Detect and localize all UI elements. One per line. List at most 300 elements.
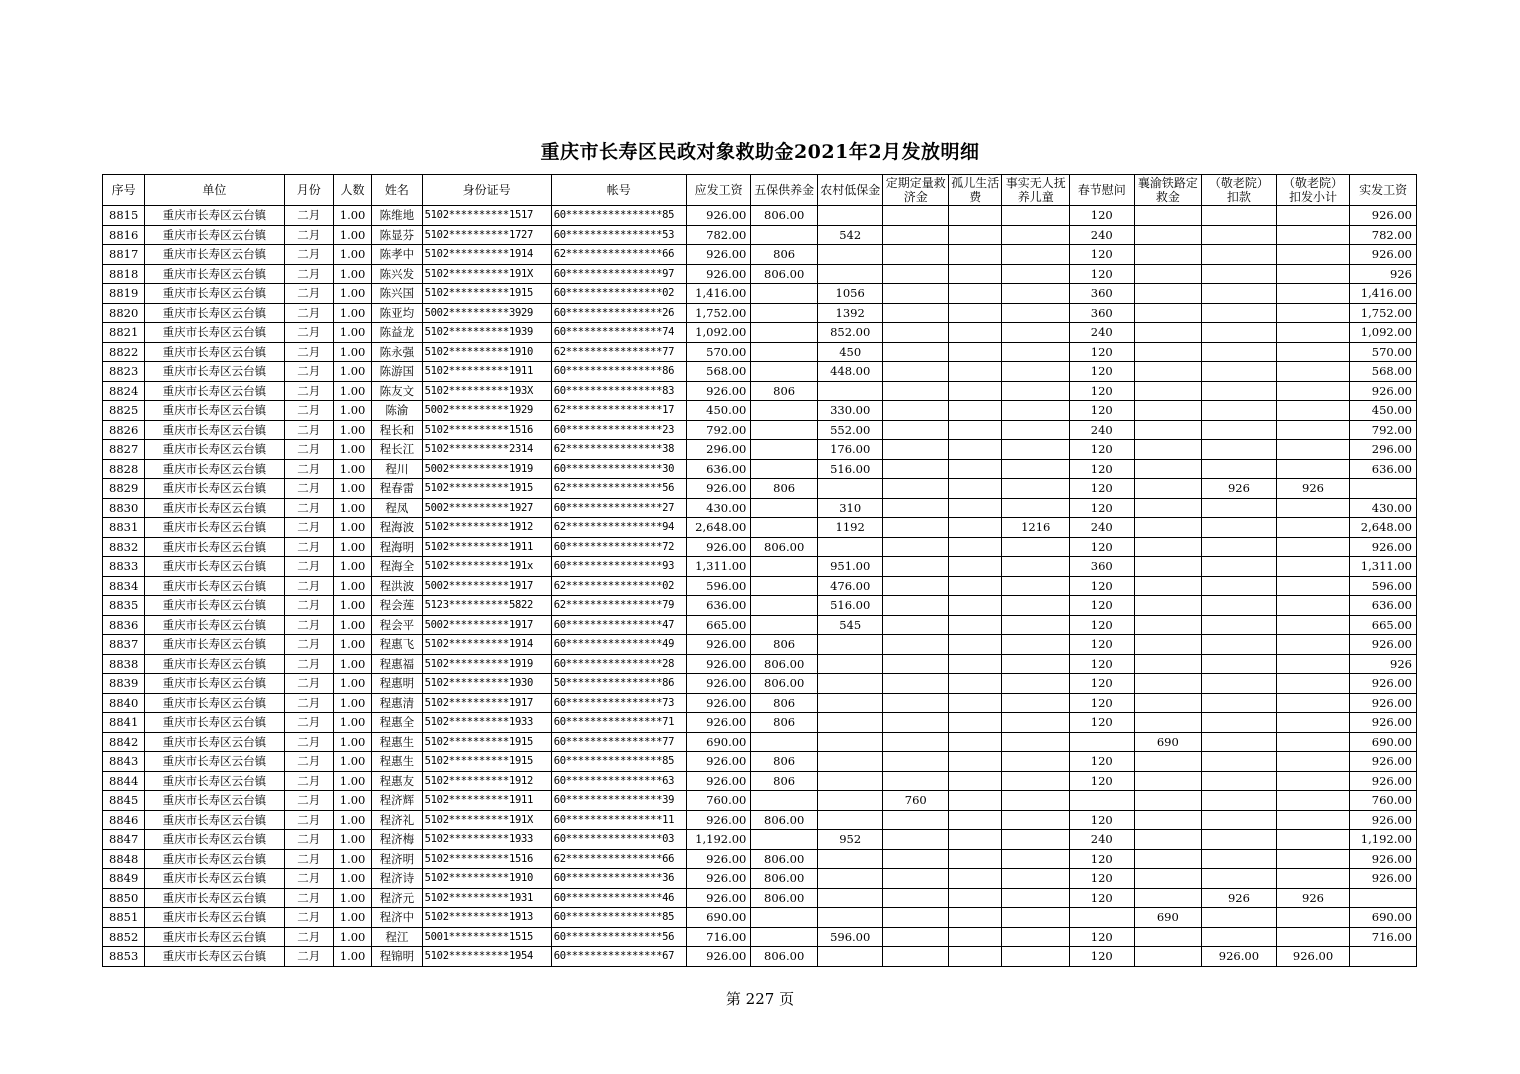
- table-cell: 60****************93: [551, 557, 686, 577]
- table-cell: 1.00: [333, 674, 371, 694]
- table-cell: 重庆市长寿区云台镇: [145, 674, 284, 694]
- table-cell: 60****************53: [551, 225, 686, 245]
- table-cell: 926.00: [686, 381, 751, 401]
- table-cell: 5102**********1517: [422, 206, 551, 226]
- table-cell: 8833: [103, 557, 145, 577]
- table-cell: [1002, 264, 1070, 284]
- table-cell: 8831: [103, 518, 145, 538]
- table-cell: 50****************86: [551, 674, 686, 694]
- table-cell: 806.00: [751, 264, 818, 284]
- table-cell: 926: [1350, 654, 1417, 674]
- table-cell: 570.00: [686, 342, 751, 362]
- column-header: 实发工资: [1350, 175, 1417, 206]
- table-cell: 8815: [103, 206, 145, 226]
- table-cell: 8819: [103, 284, 145, 304]
- table-cell: [1002, 596, 1070, 616]
- table-cell: 926.00: [686, 713, 751, 733]
- table-cell: 陈益龙: [372, 323, 422, 343]
- table-cell: 1.00: [333, 537, 371, 557]
- table-row: [103, 264, 1417, 284]
- table-cell: [817, 888, 883, 908]
- table-cell: 5002**********3929: [422, 303, 551, 323]
- table-cell: 二月: [284, 927, 333, 947]
- table-cell: 程惠明: [372, 674, 422, 694]
- table-cell: 重庆市长寿区云台镇: [145, 303, 284, 323]
- table-cell: 5102**********191x: [422, 557, 551, 577]
- table-cell: 1,311.00: [686, 557, 751, 577]
- table-cell: 240: [1070, 420, 1135, 440]
- table-cell: [1202, 284, 1277, 304]
- table-cell: [1002, 362, 1070, 382]
- table-cell: 120: [1070, 381, 1135, 401]
- table-cell: [1134, 264, 1202, 284]
- table-cell: 926.00: [1350, 752, 1417, 772]
- table-cell: 360: [1070, 284, 1135, 304]
- table-cell: 542: [817, 225, 883, 245]
- table-cell: 1,092.00: [1350, 323, 1417, 343]
- table-row: [103, 830, 1417, 850]
- table-cell: [1134, 713, 1202, 733]
- table-cell: [817, 947, 883, 967]
- table-cell: 8837: [103, 635, 145, 655]
- table-cell: [1202, 381, 1277, 401]
- table-cell: 重庆市长寿区云台镇: [145, 654, 284, 674]
- table-cell: 二月: [284, 576, 333, 596]
- table-cell: 5102**********1915: [422, 732, 551, 752]
- column-header: 襄渝铁路定救金: [1134, 175, 1202, 206]
- table-cell: [751, 615, 818, 635]
- table-row: [103, 908, 1417, 928]
- table-cell: 926.00: [686, 771, 751, 791]
- table-cell: 60****************67: [551, 947, 686, 967]
- table-cell: 8834: [103, 576, 145, 596]
- table-cell: 陈孝中: [372, 245, 422, 265]
- table-cell: 程济梅: [372, 830, 422, 850]
- table-cell: [883, 381, 949, 401]
- table-cell: 430.00: [686, 498, 751, 518]
- table-cell: 120: [1070, 654, 1135, 674]
- table-cell: [1276, 596, 1350, 616]
- table-cell: [1276, 830, 1350, 850]
- table-cell: 120: [1070, 888, 1135, 908]
- table-cell: 926.00: [1350, 537, 1417, 557]
- table-cell: 5102**********1915: [422, 752, 551, 772]
- table-cell: [1202, 459, 1277, 479]
- table-row: [103, 635, 1417, 655]
- table-cell: 806: [751, 771, 818, 791]
- table-cell: 926.00: [1350, 693, 1417, 713]
- table-cell: 806.00: [751, 810, 818, 830]
- table-cell: [949, 440, 1002, 460]
- table-cell: 8846: [103, 810, 145, 830]
- table-cell: [817, 732, 883, 752]
- table-cell: 8838: [103, 654, 145, 674]
- table-cell: [1134, 830, 1202, 850]
- table-cell: 1.00: [333, 927, 371, 947]
- table-cell: 516.00: [817, 459, 883, 479]
- table-cell: 陈永强: [372, 342, 422, 362]
- table-cell: [1002, 206, 1070, 226]
- table-cell: [1002, 654, 1070, 674]
- table-cell: [1276, 401, 1350, 421]
- table-cell: 60****************46: [551, 888, 686, 908]
- table-cell: 重庆市长寿区云台镇: [145, 732, 284, 752]
- table-cell: 450: [817, 342, 883, 362]
- table-cell: [751, 420, 818, 440]
- table-cell: [1002, 791, 1070, 811]
- table-cell: 二月: [284, 693, 333, 713]
- table-cell: [751, 908, 818, 928]
- table-cell: 792.00: [1350, 420, 1417, 440]
- column-header: 农村低保金: [817, 175, 883, 206]
- table-cell: 1056: [817, 284, 883, 304]
- table-row: [103, 615, 1417, 635]
- table-cell: 1.00: [333, 888, 371, 908]
- table-cell: 1.00: [333, 264, 371, 284]
- table-cell: 240: [1070, 518, 1135, 538]
- table-cell: [1134, 654, 1202, 674]
- table-cell: 60****************74: [551, 323, 686, 343]
- table-cell: [1202, 518, 1277, 538]
- table-cell: 5102**********191X: [422, 810, 551, 830]
- table-cell: 二月: [284, 557, 333, 577]
- table-cell: [949, 498, 1002, 518]
- table-cell: 60****************77: [551, 732, 686, 752]
- table-cell: 8827: [103, 440, 145, 460]
- table-cell: 120: [1070, 927, 1135, 947]
- table-cell: [1002, 245, 1070, 265]
- table-cell: 程海全: [372, 557, 422, 577]
- table-cell: 1.00: [333, 596, 371, 616]
- table-cell: 重庆市长寿区云台镇: [145, 537, 284, 557]
- table-cell: [1070, 908, 1135, 928]
- table-cell: [1134, 245, 1202, 265]
- column-header: 孤儿生活费: [949, 175, 1002, 206]
- table-cell: 程长江: [372, 440, 422, 460]
- table-row: [103, 381, 1417, 401]
- table-cell: [883, 264, 949, 284]
- table-cell: [1202, 635, 1277, 655]
- table-cell: 62****************94: [551, 518, 686, 538]
- table-cell: [1202, 771, 1277, 791]
- table-cell: [949, 206, 1002, 226]
- table-cell: 665.00: [686, 615, 751, 635]
- table-cell: 760.00: [1350, 791, 1417, 811]
- table-cell: 926.00: [686, 537, 751, 557]
- table-cell: [1276, 908, 1350, 928]
- table-cell: [1350, 947, 1417, 967]
- table-cell: 重庆市长寿区云台镇: [145, 479, 284, 499]
- table-cell: 360: [1070, 303, 1135, 323]
- table-cell: 120: [1070, 440, 1135, 460]
- table-cell: [949, 225, 1002, 245]
- table-cell: [817, 713, 883, 733]
- table-cell: [1070, 732, 1135, 752]
- table-cell: 545: [817, 615, 883, 635]
- table-cell: [949, 752, 1002, 772]
- table-cell: [883, 420, 949, 440]
- table-cell: 60****************36: [551, 869, 686, 889]
- table-row: [103, 888, 1417, 908]
- table-cell: 陈亚均: [372, 303, 422, 323]
- table-cell: 二月: [284, 264, 333, 284]
- table-cell: [949, 693, 1002, 713]
- table-cell: 重庆市长寿区云台镇: [145, 869, 284, 889]
- table-cell: 陈友文: [372, 381, 422, 401]
- table-cell: 60****************47: [551, 615, 686, 635]
- table-cell: [1276, 362, 1350, 382]
- table-cell: 120: [1070, 752, 1135, 772]
- table-row: [103, 537, 1417, 557]
- table-cell: 60****************49: [551, 635, 686, 655]
- table-cell: 430.00: [1350, 498, 1417, 518]
- table-cell: 926.00: [686, 674, 751, 694]
- table-row: [103, 947, 1417, 967]
- table-cell: 二月: [284, 947, 333, 967]
- table-cell: 636.00: [686, 596, 751, 616]
- table-cell: [1276, 459, 1350, 479]
- table-cell: [1202, 264, 1277, 284]
- table-cell: 重庆市长寿区云台镇: [145, 206, 284, 226]
- table-cell: [751, 830, 818, 850]
- table-cell: 程海明: [372, 537, 422, 557]
- table-cell: 60****************39: [551, 791, 686, 811]
- table-cell: [1202, 576, 1277, 596]
- table-cell: [1202, 791, 1277, 811]
- table-cell: 1216: [1002, 518, 1070, 538]
- table-cell: 568.00: [686, 362, 751, 382]
- table-row: [103, 498, 1417, 518]
- table-cell: 806: [751, 693, 818, 713]
- table-cell: 程济辉: [372, 791, 422, 811]
- table-cell: [1002, 284, 1070, 304]
- table-cell: 240: [1070, 323, 1135, 343]
- table-cell: [883, 323, 949, 343]
- table-cell: 636.00: [1350, 596, 1417, 616]
- table-cell: 重庆市长寿区云台镇: [145, 401, 284, 421]
- table-cell: 程海波: [372, 518, 422, 538]
- table-cell: [1276, 752, 1350, 772]
- table-cell: [883, 947, 949, 967]
- table-cell: 926.00: [686, 869, 751, 889]
- table-row: [103, 303, 1417, 323]
- table-cell: 8844: [103, 771, 145, 791]
- table-cell: 60****************85: [551, 752, 686, 772]
- table-cell: 8847: [103, 830, 145, 850]
- table-cell: 程春雷: [372, 479, 422, 499]
- column-header: 应发工资: [686, 175, 751, 206]
- table-cell: 二月: [284, 381, 333, 401]
- table-cell: 8836: [103, 615, 145, 635]
- table-cell: 陈渝: [372, 401, 422, 421]
- table-cell: 5102**********1914: [422, 245, 551, 265]
- table-cell: 5102**********1911: [422, 537, 551, 557]
- table-cell: 120: [1070, 498, 1135, 518]
- table-cell: [751, 927, 818, 947]
- table-cell: [1002, 830, 1070, 850]
- table-cell: 重庆市长寿区云台镇: [145, 947, 284, 967]
- table-cell: [1202, 849, 1277, 869]
- table-cell: [883, 557, 949, 577]
- table-cell: [883, 752, 949, 772]
- table-cell: 926.00: [1350, 810, 1417, 830]
- table-cell: [1202, 323, 1277, 343]
- table-cell: [1134, 752, 1202, 772]
- table-cell: [751, 576, 818, 596]
- table-cell: [1134, 693, 1202, 713]
- table-row: [103, 206, 1417, 226]
- table-cell: [751, 362, 818, 382]
- table-cell: [751, 323, 818, 343]
- table-cell: [751, 557, 818, 577]
- table-cell: 5102**********193X: [422, 381, 551, 401]
- table-cell: 5102**********1911: [422, 791, 551, 811]
- table-cell: 60****************02: [551, 284, 686, 304]
- table-cell: 程惠福: [372, 654, 422, 674]
- table-cell: 二月: [284, 459, 333, 479]
- table-cell: 926.00: [686, 947, 751, 967]
- table-cell: 60****************97: [551, 264, 686, 284]
- table-cell: [1002, 693, 1070, 713]
- table-cell: 二月: [284, 674, 333, 694]
- table-cell: [1002, 303, 1070, 323]
- table-cell: 60****************86: [551, 362, 686, 382]
- table-cell: 120: [1070, 635, 1135, 655]
- table-cell: [751, 284, 818, 304]
- table-cell: [1276, 245, 1350, 265]
- column-header: 身份证号: [422, 175, 551, 206]
- table-cell: 570.00: [1350, 342, 1417, 362]
- table-cell: 926.00: [1350, 381, 1417, 401]
- table-cell: 5102**********191X: [422, 264, 551, 284]
- table-cell: [1276, 732, 1350, 752]
- table-cell: [1002, 947, 1070, 967]
- column-header: （敬老院）扣款: [1202, 175, 1277, 206]
- table-cell: [1276, 791, 1350, 811]
- table-cell: 程长和: [372, 420, 422, 440]
- table-cell: [1202, 245, 1277, 265]
- table-cell: [751, 596, 818, 616]
- table-cell: [1002, 810, 1070, 830]
- table-cell: 120: [1070, 771, 1135, 791]
- table-cell: 1.00: [333, 810, 371, 830]
- table-cell: [1002, 713, 1070, 733]
- table-row: [103, 732, 1417, 752]
- table-cell: [751, 459, 818, 479]
- table-cell: 926.00: [1350, 713, 1417, 733]
- table-cell: [883, 810, 949, 830]
- table-cell: 1.00: [333, 440, 371, 460]
- table-row: [103, 654, 1417, 674]
- table-cell: 5102**********1939: [422, 323, 551, 343]
- table-cell: [949, 869, 1002, 889]
- table-cell: 二月: [284, 908, 333, 928]
- table-cell: [949, 537, 1002, 557]
- table-cell: [1002, 498, 1070, 518]
- table-cell: 782.00: [1350, 225, 1417, 245]
- table-cell: 760: [883, 791, 949, 811]
- table-cell: 重庆市长寿区云台镇: [145, 264, 284, 284]
- table-cell: 1.00: [333, 420, 371, 440]
- table-cell: 1,752.00: [1350, 303, 1417, 323]
- table-cell: 二月: [284, 342, 333, 362]
- table-cell: [1202, 615, 1277, 635]
- table-cell: [1134, 303, 1202, 323]
- table-cell: 5102**********1914: [422, 635, 551, 655]
- table-cell: [949, 635, 1002, 655]
- table-cell: [1276, 576, 1350, 596]
- table-cell: 310: [817, 498, 883, 518]
- table-cell: [1002, 420, 1070, 440]
- table-cell: 240: [1070, 225, 1135, 245]
- column-header: 帐号: [551, 175, 686, 206]
- table-cell: [1134, 947, 1202, 967]
- table-cell: [1276, 303, 1350, 323]
- table-cell: [883, 674, 949, 694]
- table-cell: 636.00: [1350, 459, 1417, 479]
- table-body: [103, 206, 1417, 967]
- table-cell: 二月: [284, 362, 333, 382]
- table-cell: [949, 596, 1002, 616]
- table-cell: 62****************79: [551, 596, 686, 616]
- table-cell: 806: [751, 381, 818, 401]
- table-cell: 二月: [284, 654, 333, 674]
- table-cell: 二月: [284, 791, 333, 811]
- table-cell: [949, 927, 1002, 947]
- table-cell: [1276, 674, 1350, 694]
- table-cell: [949, 888, 1002, 908]
- table-cell: 二月: [284, 401, 333, 421]
- table-cell: [1276, 537, 1350, 557]
- table-cell: 926.00: [686, 849, 751, 869]
- table-cell: 二月: [284, 771, 333, 791]
- table-cell: [1202, 420, 1277, 440]
- table-cell: [949, 810, 1002, 830]
- table-cell: [949, 401, 1002, 421]
- table-cell: [949, 849, 1002, 869]
- table-cell: [1202, 654, 1277, 674]
- table-cell: 程会莲: [372, 596, 422, 616]
- table-cell: 62****************17: [551, 401, 686, 421]
- table-cell: [1202, 713, 1277, 733]
- table-cell: 程惠友: [372, 771, 422, 791]
- table-cell: 60****************23: [551, 420, 686, 440]
- table-cell: [817, 537, 883, 557]
- table-cell: 8818: [103, 264, 145, 284]
- table-cell: 1.00: [333, 225, 371, 245]
- table-cell: 120: [1070, 479, 1135, 499]
- table-row: [103, 401, 1417, 421]
- table-cell: [1202, 752, 1277, 772]
- table-cell: 重庆市长寿区云台镇: [145, 225, 284, 245]
- table-cell: 476.00: [817, 576, 883, 596]
- table-cell: 程济礼: [372, 810, 422, 830]
- table-cell: [883, 206, 949, 226]
- table-cell: [817, 479, 883, 499]
- table-cell: 448.00: [817, 362, 883, 382]
- table-cell: [949, 420, 1002, 440]
- table-cell: 926.00: [1350, 245, 1417, 265]
- table-cell: [1002, 674, 1070, 694]
- table-cell: [949, 732, 1002, 752]
- table-cell: 806.00: [751, 654, 818, 674]
- table-cell: [1134, 420, 1202, 440]
- table-cell: [1134, 518, 1202, 538]
- table-cell: 5102**********1516: [422, 849, 551, 869]
- table-cell: 120: [1070, 713, 1135, 733]
- table-cell: 8843: [103, 752, 145, 772]
- table-cell: [817, 752, 883, 772]
